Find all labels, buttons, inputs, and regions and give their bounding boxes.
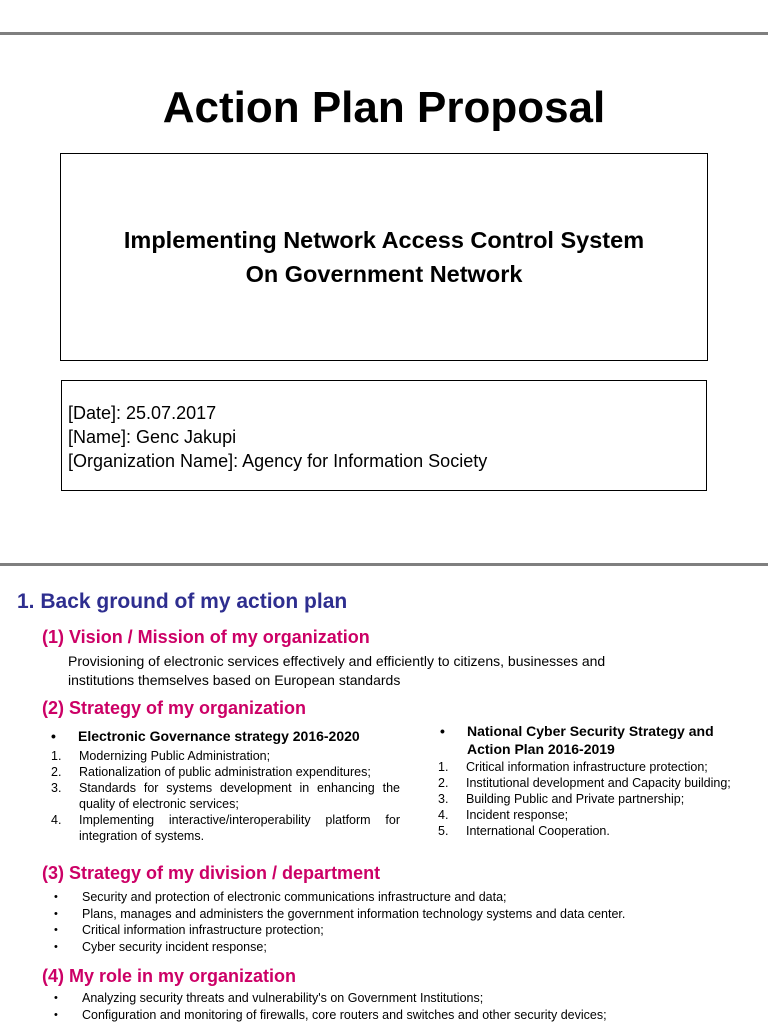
list-item: 1. Modernizing Public Administration; [51,749,271,763]
egov-strategy-title [51,727,360,745]
page-title: Action Plan Proposal [162,83,606,132]
list-item: • Plans, manages and administers the government information technology systems and data center. [54,906,626,921]
date-line: [Date]: 25.07.2017 [68,403,217,423]
org-strategy-heading: (2) Strategy of my organization [42,698,307,718]
list-item: 2. Rationalization of public administration expenditures; [51,765,371,779]
egov-strategy-list [51,748,400,844]
vision-text-line-2: institutions themselves based on European standards [68,672,401,688]
vision-text-line-1: Provisioning of electronic services effectively and efficiently to citizens, businesses and [68,653,606,669]
division-strategy-list [52,889,625,955]
cyber-strategy-line-1: National Cyber Security Strategy and [467,723,714,739]
slide-divider [0,563,768,566]
top-divider [0,32,768,35]
info-box [61,380,707,491]
list-item: • Analyzing security threats and vulnerability's on Government Institutions; [54,991,484,1005]
list-item: 4. Implementing interactive/interoperability platform for integration of systems. [51,813,400,843]
list-item: • Critical information infrastructure protection; [54,923,324,937]
list-item: 2. Institutional development and Capacity building; [438,776,731,790]
list-item: • Cyber security incident response; [54,939,267,954]
vision-text [68,652,605,690]
list-item: • Configuration and monitoring of firewalls, core routers and switches and other security devices; [54,1007,607,1022]
organization-line: [Organization Name]: Agency for Information Society [68,451,488,471]
role-list [52,990,607,1023]
subtitle-line-1: Implementing Network Access Control System [123,227,645,253]
division-strategy-heading: (3) Strategy of my division / department [42,863,381,883]
list-item: 5. International Cooperation. [438,824,610,838]
list-item: 1. Critical information infrastructure protection; [438,760,708,774]
vision-heading: (1) Vision / Mission of my organization [42,627,370,647]
bullet: • [440,723,445,739]
name-line: [Name]: Genc Jakupi [68,427,237,447]
subtitle-line-2: On Government Network [245,261,523,287]
list-item: • Security and protection of electronic communications infrastructure and data; [54,890,507,904]
list-item: 3. Standards for systems development in enhancing the quality of electronic services; [51,781,400,811]
subtitle [124,223,644,291]
bullet: • [51,728,56,744]
egov-strategy-label: Electronic Governance strategy 2016-2020 [78,728,360,744]
list-item: 3. Building Public and Private partnership; [438,792,685,806]
cyber-strategy-title [440,722,714,758]
section-heading: 1. Back ground of my action plan [17,590,348,613]
cyber-strategy-list [438,759,768,839]
subtitle-box [60,153,708,361]
list-item: 4. Incident response; [438,808,569,822]
cyber-strategy-line-2: Action Plan 2016-2019 [467,741,615,757]
role-heading: (4) My role in my organization [42,966,297,986]
